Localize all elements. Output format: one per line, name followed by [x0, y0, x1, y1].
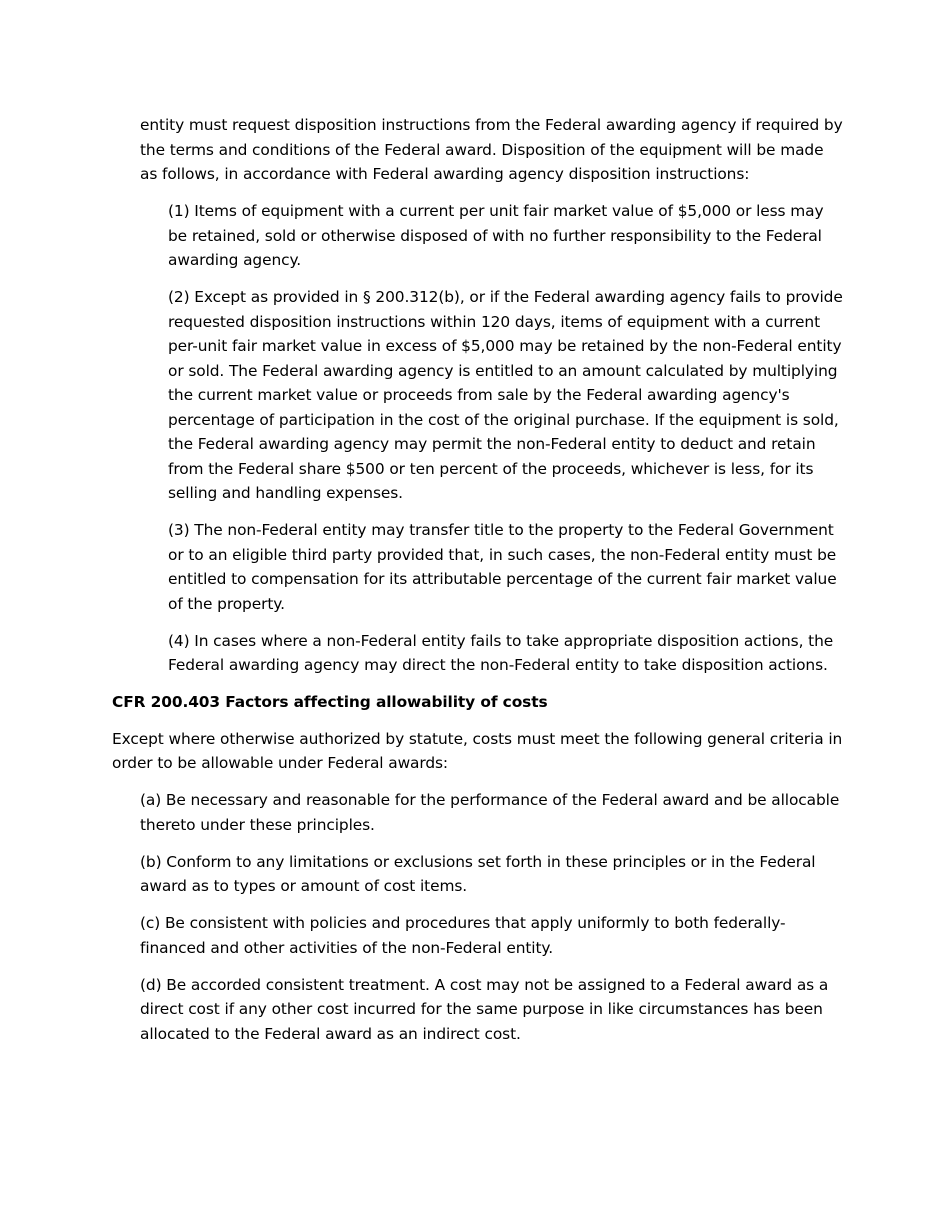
disposition-item-4: (4) In cases where a non-Federal entity fails to take appropriate disposition actions, the Federal awarding agency may direct the non-Federal entity to take disposition actions.	[168, 631, 834, 674]
criteria-item-b: (b) Conform to any limitations or exclusions set forth in these principles or in the Federal award as to types or amount of cost items.	[140, 852, 816, 895]
section-intro: Except where otherwise authorized by statute, costs must meet the following general criteria in order to be allowable under Federal awards:	[112, 729, 843, 772]
intro-paragraph: entity must request disposition instructions from the Federal awarding agency if required by the terms and conditions of the Federal award. Disposition of the equipment will be made as follows, in accordance with Federal awarding agency disposition instructions:	[140, 116, 843, 183]
disposition-item-1: (1) Items of equipment with a current per unit fair market value of $5,000 or less may be retained, sold or otherwise disposed of with no further responsibility to the Federal awarding agency.	[168, 202, 824, 269]
disposition-item-3: (3) The non-Federal entity may transfer title to the property to the Federal Government or to an eligible third party provided that, in such cases, the non-Federal entity must be entitled to compensation for its attributable percentage of the current fair market value of the property.	[168, 521, 837, 613]
disposition-item-2: (2) Except as provided in § 200.312(b), or if the Federal awarding agency fails to provide requested disposition instructions within 120 days, items of equipment with a current per-unit fair market value in excess of $5,000 may be retained by the non-Federal entity or sold. The Federal awarding agency is entitled to an amount calculated by multiplying the current market value or proceeds from sale by the Federal awarding agency's percentage of participation in the cost of the original purchase. If the equipment is sold, the Federal awarding agency may permit the non-Federal entity to deduct and retain from the Federal share $500 or ten percent of the proceeds, whichever is less, for its selling and handling expenses.	[168, 288, 843, 502]
section-heading: CFR 200.403 Factors affecting allowability of costs	[112, 692, 548, 711]
criteria-item-d: (d) Be accorded consistent treatment. A cost may not be assigned to a Federal award as a direct cost if any other cost incurred for the same purpose in like circumstances has been allocated to the Federal award as an indirect cost.	[140, 975, 829, 1043]
criteria-item-c: (c) Be consistent with policies and procedures that apply uniformly to both federally-financed and other activities of the non-Federal entity.	[140, 914, 786, 957]
document-body	[112, 113, 844, 1046]
criteria-item-a: (a) Be necessary and reasonable for the performance of the Federal award and be allocable thereto under these principles.	[140, 791, 840, 834]
